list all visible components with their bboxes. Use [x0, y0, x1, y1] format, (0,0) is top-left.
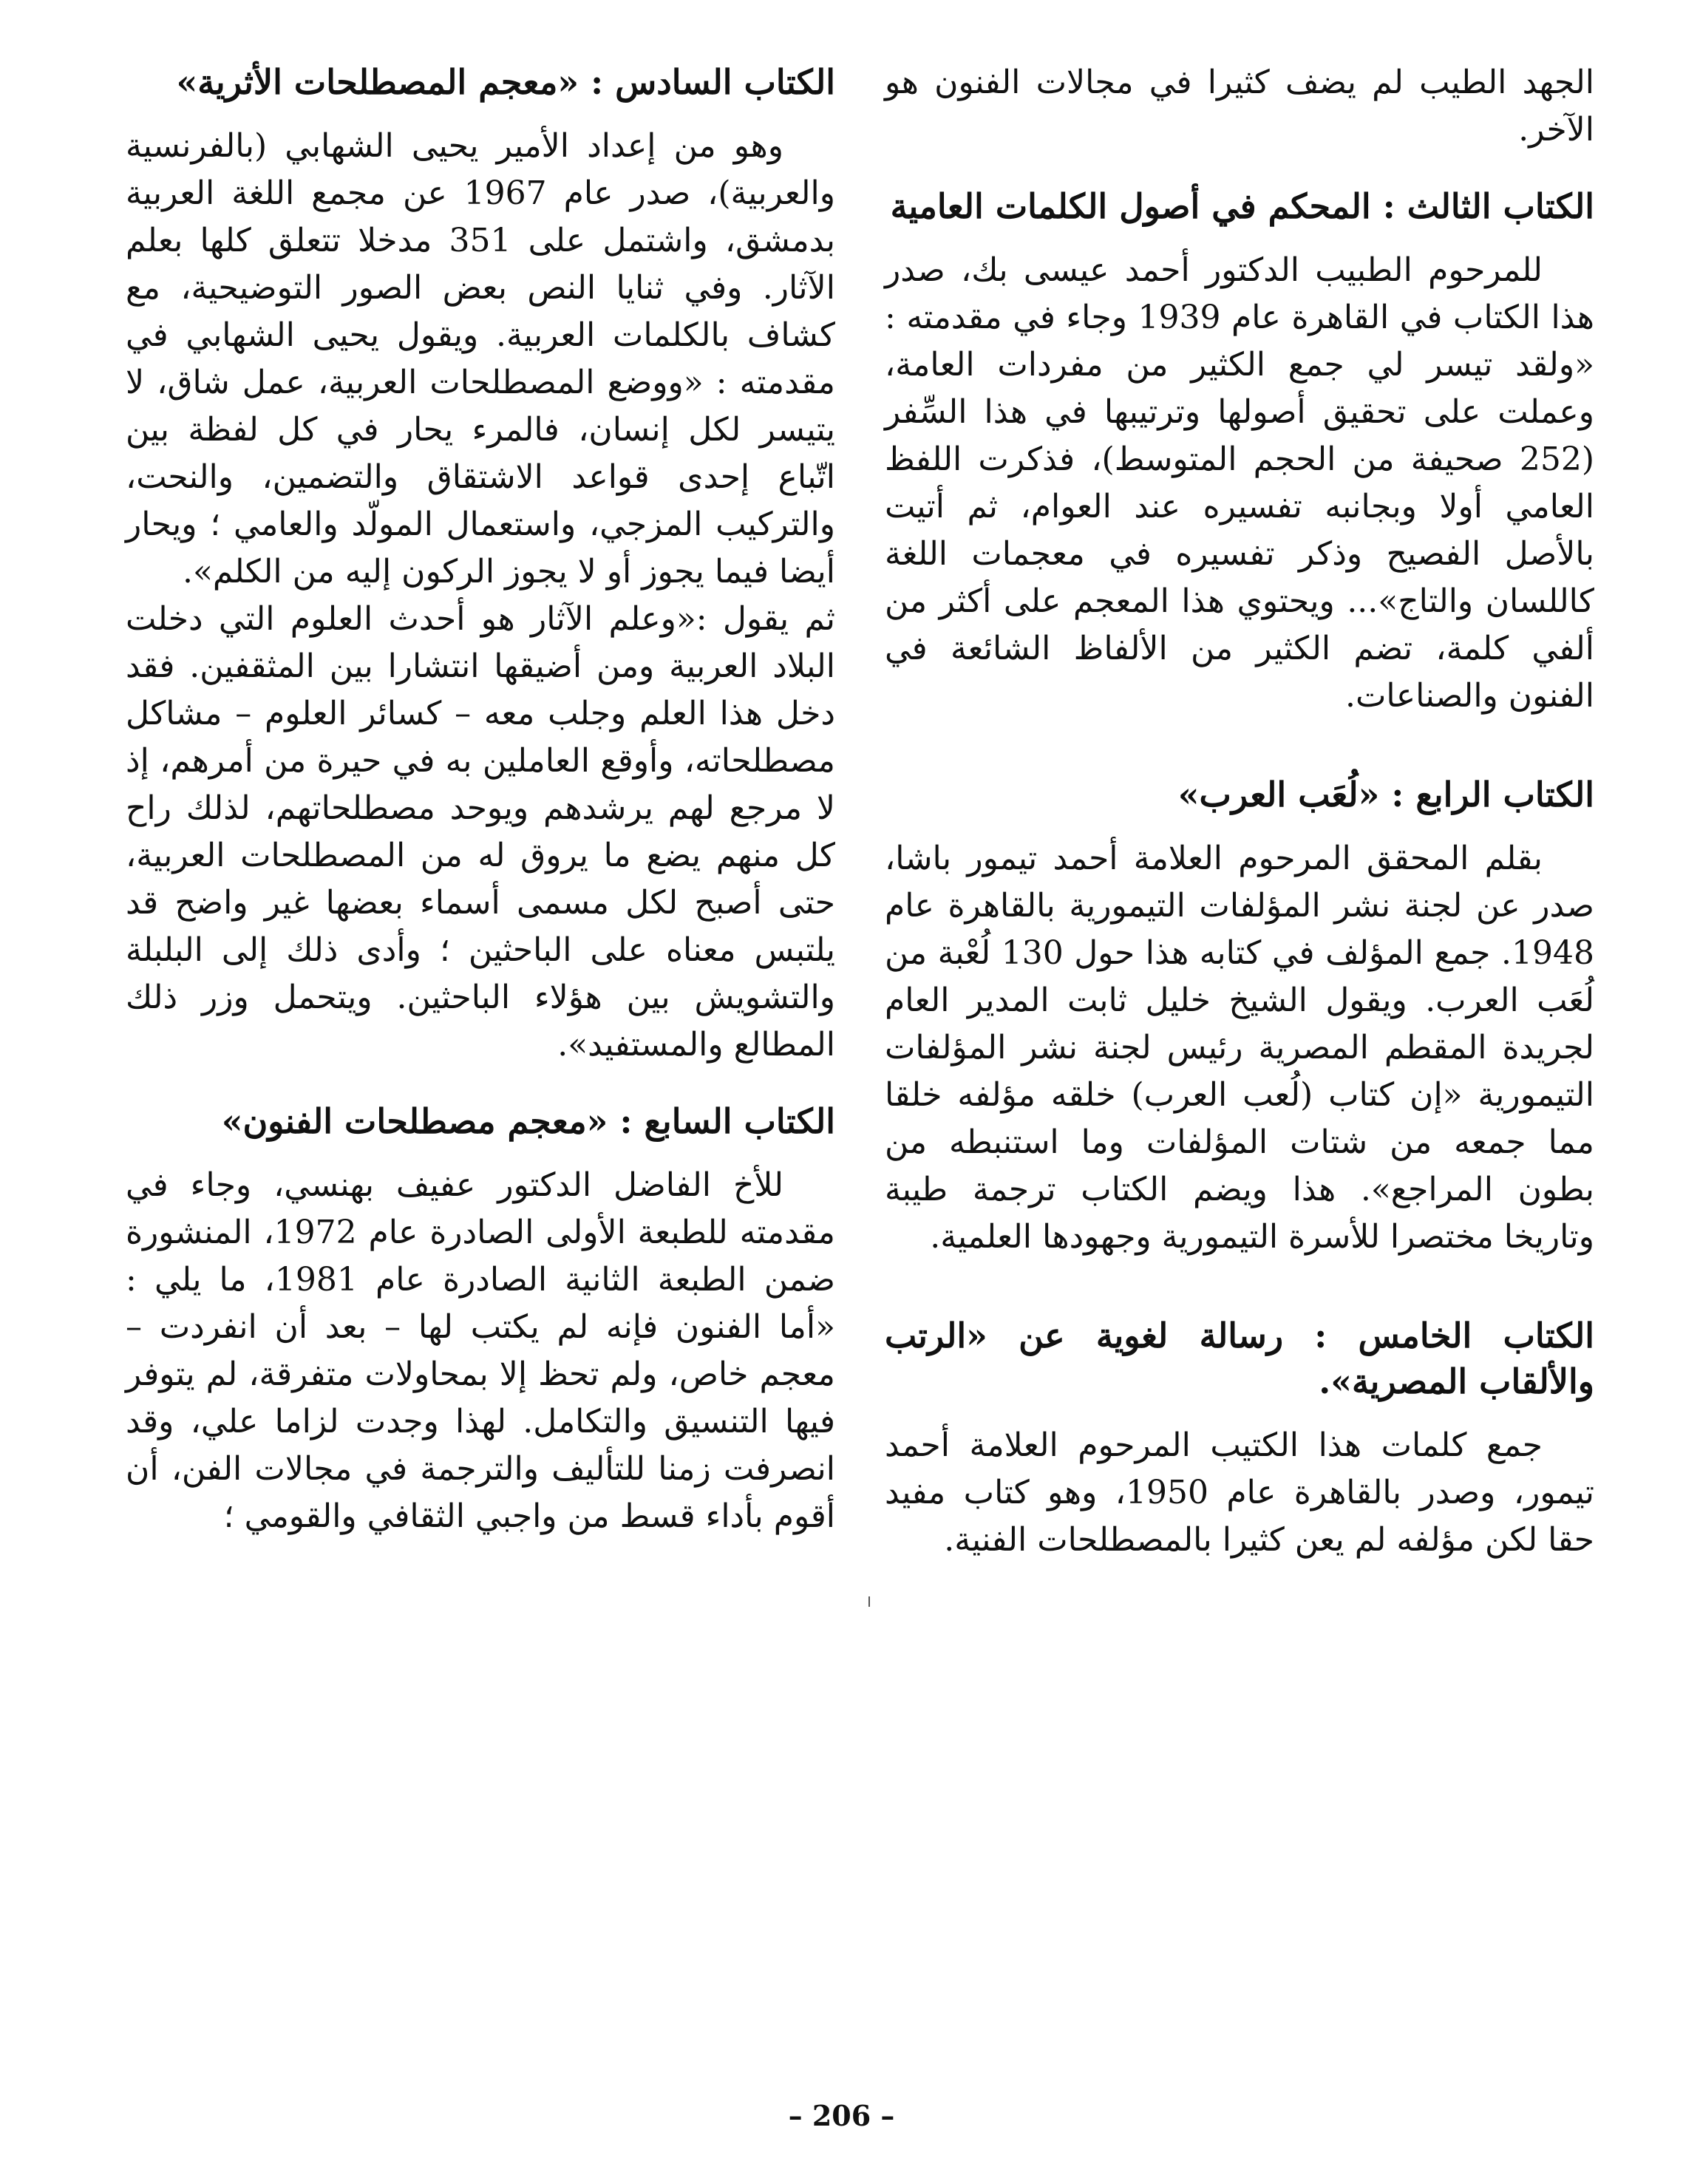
section-heading: الكتاب السادس : «معجم المصطلحات الأثرية»	[176, 62, 835, 102]
left-column	[126, 59, 835, 1540]
section-book-5	[885, 1313, 1594, 1564]
scan-mark	[868, 1596, 870, 1607]
section-body: بقلم المحقق المرحوم العلامة أحمد تيمور باشا، صدر عن لجنة نشر المؤلفات التيمورية بالقاهرة عام 1948. جمع المؤلف في كتابه هذا حول 130 لُعْبة من لُعَب العرب. ويقول الشيخ خليل ثابت المدير العام لجريدة المقطم المصرية رئيس لجنة نشر المؤلفات التيمورية «إن كتاب (لُعب العرب) خلقه مؤلفه خلقا مما جمعه من شتات المؤلفات وما استنبطه من بطون المراجع». هذا ويضم الكتاب ترجمة طيبة وتاريخا مختصرا للأسرة التيمورية وجهودها العلمية.	[885, 840, 1594, 1256]
section-heading: الكتاب الرابع : «لُعَب العرب»	[1177, 775, 1594, 814]
section-book-4	[885, 772, 1594, 1261]
section-body-continued: ثم يقول :«وعلم الآثار هو أحدث العلوم التي دخلت البلاد العربية ومن أضيقها انتشارا بين المثقفين. فقد دخل هذا العلم وجلب معه – كسائر العلوم – مشاكل مصطلحاته، وأوقع العاملين به في حيرة من أمرهم، إذ لا مرجع لهم يرشدهم ويوحد مصطلحاتهم، لذلك راح كل منهم يضع ما يروق له من المصطلحات العربية، حتى أصبح لكل مسمى أسماء بعضها غير واضح قد يلتبس معناه على الباحثين ؛ وأدى ذلك إلى البلبلة والتشويش بين هؤلاء الباحثين. ويتحمل وزر ذلك المطالع والمستفيد».	[126, 600, 835, 1064]
intro-paragraph: الجهد الطيب لم يضف كثيرا في مجالات الفنون هو الآخر.	[885, 64, 1594, 149]
page-number: – 206 –	[788, 2099, 895, 2132]
section-book-3	[885, 183, 1594, 720]
right-column	[885, 59, 1594, 1564]
section-heading: الكتاب السابع : «معجم مصطلحات الفنون»	[221, 1101, 835, 1141]
section-body: جمع كلمات هذا الكتيب المرحوم العلامة أحمد تيمور، وصدر بالقاهرة عام 1950، وهو كتاب مفيد حقا لكن مؤلفه لم يعن كثيرا بالمصطلحات الفنية.	[885, 1426, 1595, 1559]
section-book-7	[126, 1098, 835, 1540]
section-body: للمرحوم الطبيب الدكتور أحمد عيسى بك، صدر هذا الكتاب في القاهرة عام 1939 وجاء في مقدمته : «ولقد تيسر لي جمع الكثير من مفردات العامة، وعملت على تحقيق أصولها وترتيبها في هذا السِّفر (252 صحيفة من الحجم المتوسط)، فذكرت اللفظ العامي أولا وبجانبه تفسيره عند العوام، ثم أتيت بالأصل الفصيح وذكر تفسيره في معجمات اللغة كاللسان والتاج»... ويحتوي هذا المعجم على أكثر من ألفي كلمة، تضم الكثير من الألفاظ الشائعة في الفنون والصناعات.	[885, 251, 1594, 715]
section-body: وهو من إعداد الأمير يحيى الشهابي (بالفرنسية والعربية)، صدر عام 1967 عن مجمع اللغة العربية بدمشق، واشتمل على 351 مدخلا تتعلق كلها بعلم الآثار. وفي ثنايا النص بعض الصور التوضيحية، مع كشاف بالكلمات العربية. ويقول يحيى الشهابي في مقدمته : «ووضع المصطلحات العربية، عمل شاق، لا يتيسر لكل إنسان، فالمرء يحار في كل لفظة بين اتّباع إحدى قواعد الاشتقاق والتضمين، والنحت، والتركيب المزجي، واستعمال المولّد والعامي ؛ ويحار أيضا فيما يجوز أو لا يجوز الركون إليه من الكلم».	[126, 127, 835, 591]
section-heading: الكتاب الخامس : رسالة لغوية عن «الرتب والألقاب المصرية».	[885, 1316, 1594, 1401]
section-heading: الكتاب الثالث : المحكم في أصول الكلمات العامية	[890, 186, 1594, 226]
section-book-6	[126, 59, 835, 1069]
section-body: للأخ الفاضل الدكتور عفيف بهنسي، وجاء في مقدمته للطبعة الأولى الصادرة عام 1972، المنشورة ضمن الطبعة الثانية الصادرة عام 1981، ما يلي : «أما الفنون فإنه لم يكتب لها – بعد أن انفردت – معجم خاص، ولم تحظ إلا بمحاولات متفرقة، لم يتوفر فيها التنسيق والتكامل. لهذا وجدت لزاما علي، وقد انصرفت زمنا للتأليف والترجمة في مجالات الفن، أن أقوم بأداء قسط من واجبي الثقافي والقومي ؛	[126, 1166, 835, 1535]
